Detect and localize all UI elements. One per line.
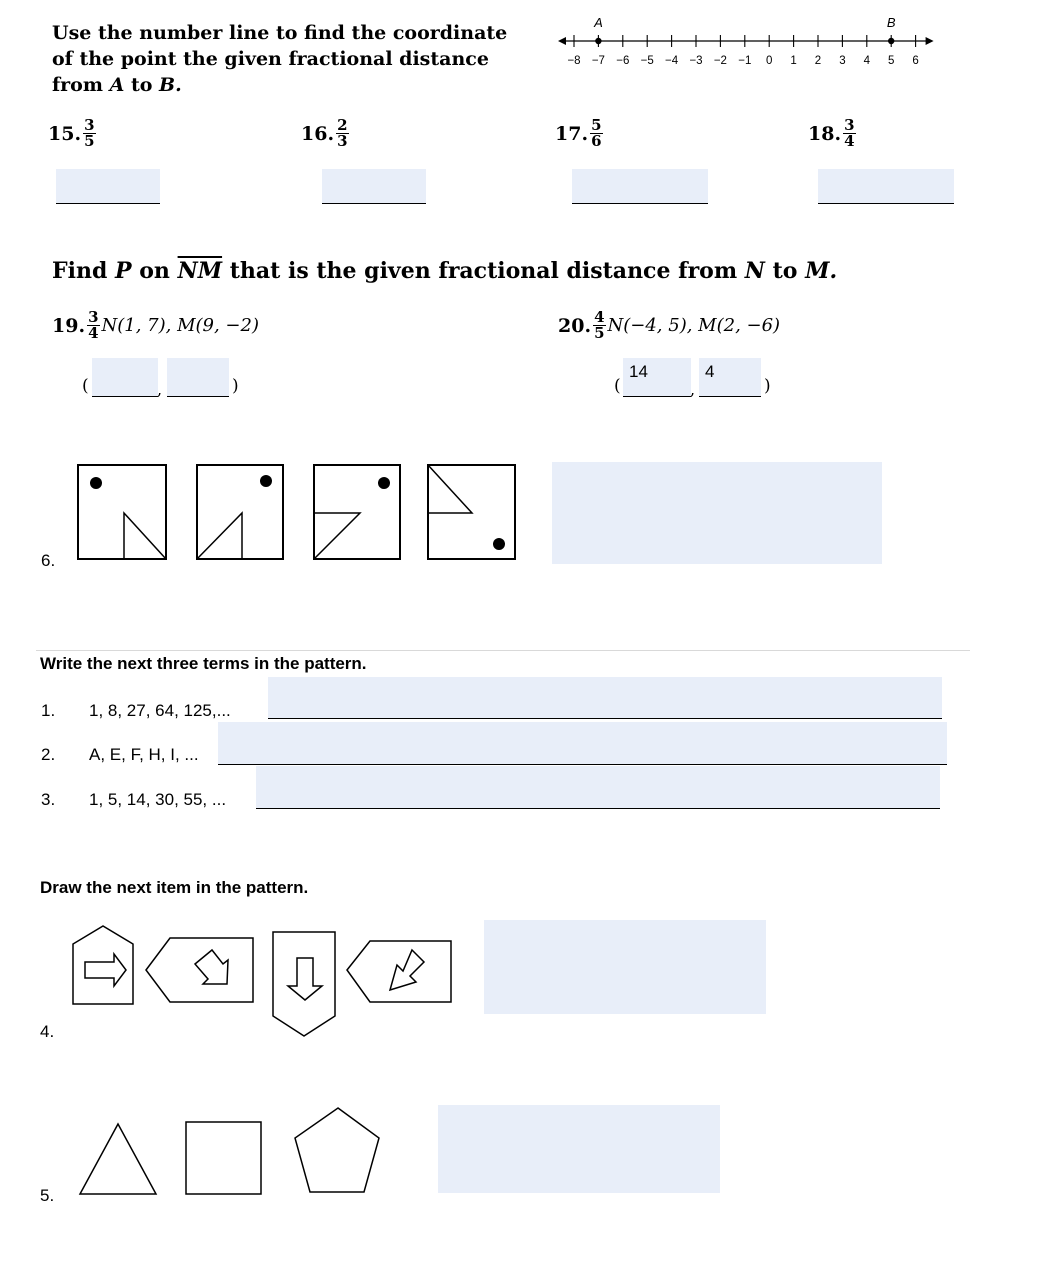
pattern-shape-3 [273,932,335,1036]
left-arrowhead [558,37,566,45]
pattern-3-sequence: 1, 5, 14, 30, 55, ... [89,790,227,809]
problem-5-number: 5. [40,1186,55,1205]
pattern-shape-4 [347,941,451,1002]
problem-number: 16. [301,122,335,145]
tick-label: −1 [738,55,752,67]
answer-field-16[interactable] [322,169,426,203]
tick-label: 5 [887,55,895,67]
fraction: $\frac{5}{6}$ [591,116,602,150]
answer-underline [623,396,691,397]
problem-number: 18. [808,122,842,145]
pattern-2-sequence: A, E, F, H, I, ... [89,745,199,764]
pattern-triangle [80,1124,156,1194]
comma: , [157,380,163,399]
tick-label: 3 [839,55,846,67]
problem-15 [48,118,98,149]
pattern-1-number: 1. [41,701,56,720]
problem-number: 17. [555,122,589,145]
point-b-label: B [886,15,896,30]
problem-4-number: 4. [40,1022,55,1041]
paren-close: ) [764,376,771,396]
polygon-pattern [70,1104,390,1200]
answer-underline [572,203,708,204]
pattern-square-4 [428,465,515,559]
answer-underline [167,396,229,397]
drawing-area-4[interactable] [484,920,766,1014]
segment-nm: $\overline{NM}$ [177,258,223,284]
number-line [555,8,975,74]
tick-label: 2 [814,55,822,67]
point-a-label: A [594,15,603,30]
drawing-area-6[interactable] [552,462,882,564]
tick-label: −2 [713,55,727,67]
pattern-1-sequence: 1, 8, 27, 64, 125,... [89,701,231,720]
answer-underline [92,396,158,397]
tick-label: −4 [665,55,679,67]
answer-underline [256,808,940,809]
point-a-marker [595,38,601,44]
pattern-1-answer[interactable] [268,677,942,719]
drawing-area-5[interactable] [438,1105,720,1193]
problem-number: 20. [558,314,592,337]
answer-underline [56,203,160,204]
problem-20 [558,310,780,341]
pattern-pentagon [295,1108,379,1192]
problem-16 [301,118,351,149]
instruction-line-1: Use the number line to find the coordinate [52,22,508,44]
answer-20-x[interactable] [623,358,691,396]
pattern-shape-2 [146,938,253,1002]
answer-20-y[interactable] [699,358,761,396]
paren-open: ( [82,376,89,396]
tick-label: −3 [689,55,703,67]
paren-open: ( [614,376,621,396]
points-text: N(−4, 5), M(2, −6) [607,315,781,336]
fraction: $\frac{4}{5}$ [594,308,605,342]
tick-label: 1 [790,55,797,67]
tick-label: −5 [640,55,654,67]
answer-underline [322,203,426,204]
answer-underline [818,203,954,204]
fraction: $\frac{3}{4}$ [844,116,855,150]
square-pattern [74,461,520,563]
problem-19 [52,310,259,341]
section-divider [36,650,970,651]
fraction: $\frac{3}{4}$ [88,308,99,342]
fraction: $\frac{2}{3}$ [337,116,348,150]
answer-underline [218,764,947,765]
instruction-line-3: from A to B. [52,74,182,96]
answer-field-18[interactable] [818,169,954,203]
pattern-2-number: 2. [41,745,56,764]
tick-label: 6 [912,55,919,67]
draw-heading: Draw the next item in the pattern. [40,878,309,897]
paren-close: ) [232,376,239,396]
tick-label: 0 [765,55,773,67]
points-text: N(1, 7), M(9, −2) [101,315,259,336]
pattern-square-2 [197,465,283,559]
tick-label: −8 [567,55,581,67]
patterns-heading: Write the next three terms in the pattern. [40,654,367,673]
pattern-2-answer[interactable] [218,722,947,764]
pattern-3-number: 3. [41,790,56,809]
pattern-square [186,1122,261,1194]
instruction-line-2: of the point the given fractional distance [52,48,489,70]
right-arrowhead [926,37,934,45]
answer-field-15[interactable] [56,169,160,203]
problem-18 [808,118,858,149]
point-b-marker [888,38,894,44]
problem-17 [555,118,605,149]
segment-instructions: Find P on $\overline{NM}$ that is the given fractional distance from N to M. [52,258,838,284]
answer-19-x[interactable] [92,358,158,396]
tick-label: −7 [591,55,605,67]
tick-label: −6 [616,55,630,67]
tick-label: 4 [863,55,871,67]
number-line-instructions [52,20,507,98]
answer-underline [699,396,761,397]
fraction: $\frac{3}{5}$ [84,116,95,150]
problem-6-number: 6. [41,551,56,570]
problem-number: 19. [52,314,86,337]
pattern-square-1 [78,465,166,559]
answer-underline [268,718,942,719]
arrow-pattern [70,924,456,1040]
answer-field-17[interactable] [572,169,708,203]
answer-19-y[interactable] [167,358,229,396]
pattern-square-3 [314,465,400,559]
problem-number: 15. [48,122,82,145]
pattern-shape-1 [73,926,133,1004]
pattern-3-answer[interactable] [256,766,940,808]
comma: , [690,380,696,399]
